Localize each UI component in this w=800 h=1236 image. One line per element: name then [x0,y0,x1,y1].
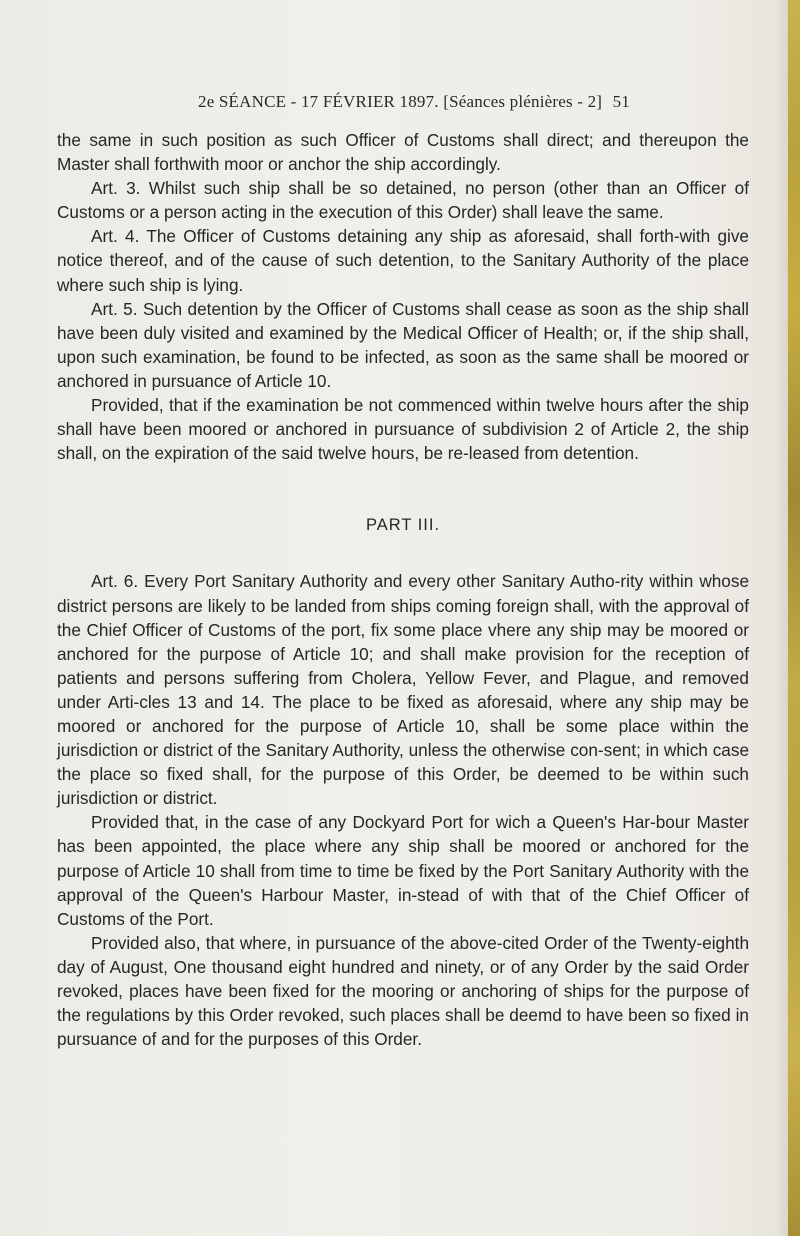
paragraph-art-6: Art. 6. Every Port Sanitary Authority and every other Sanitary Autho-rity within whose district persons are likely to be landed from ships coming foreign shall, with the approval of the Chief Officer of Customs of the port, fix some place vhere any ship may be moored or anchored for the purpose of Article 10; and shall make provision for the reception of patients and persons suffering from Cholera, Yellow Fever, and Plague, and removed under Arti-cles 13 and 14. The place to be fixed as aforesaid, where any ship may be moored or anchored for the purpose of Article 10, shall be some place within the jurisdiction or district of the Sanitary Authority, unless the otherwise con-sent; in which case the place so fixed shall, for the purpose of this Order, be deemed to be within such jurisdiction or district. [57,571,749,809]
running-header [198,92,630,112]
paragraph-proviso-3: Provided also, that where, in pursuance of the above-cited Order of the Twenty-eighth day of August, One thousand eight hundred and ninety, or of any Order by the said Order revoked, places have been fixed for the mooring or anchoring of ships for the purpose of the regulations by this Order revoked, such places shall be deemd to have been so fixed in pursuance of and for the purposes of this Order. [57,932,749,1050]
part-heading: PART III. [365,516,441,535]
page-number: 51 [612,92,631,111]
body-text [57,128,749,1051]
paragraph-proviso-1: Provided, that if the examination be not commenced within twelve hours after the ship shall have been moored or anchored in pursuance of subdivision 2 of Article 2, the ship shall, on the expiration of the said twelve hours, be re-leased from detention. [57,395,749,464]
book-edge-strip [788,0,800,1236]
paragraph-proviso-2: Provided that, in the case of any Dockyard Port for wich a Queen's Har-bour Master has been appointed, the place where any ship shall be moored or anchored for the purpose of Article 10 shall from time to time be fixed by the Port Sanitary Authority with the approval of the Queen's Harbour Master, in-stead of with that of the Chief Officer of Customs of the Port. [57,812,749,929]
page-edge-shadow [776,0,788,1236]
running-head-text: 2e SÉANCE - 17 FÉVRIER 1897. [Séances plénières - 2] [198,92,603,111]
paragraph-art-4: Art. 4. The Officer of Customs detaining any ship as aforesaid, shall forth-with give notice thereof, and of the cause of such detention, to the Sanitary Authority of the place where such ship is lying. [57,226,749,295]
paragraph-art-5: Art. 5. Such detention by the Officer of Customs shall cease as soon as the ship shall have been duly visited and examined by the Medical Officer of Health; or, if the ship shall, upon such examination, be found to be infected, as soon as the same shall be moored or anchored in pursuance of Article 10. [57,298,749,391]
paragraph-1: the same in such position as such Officer of Customs shall direct; and thereupon the Master shall forthwith moor or anchor the ship accordingly. [57,130,749,175]
paragraph-art-3: Art. 3. Whilst such ship shall be so detained, no person (other than an Officer of Customs or a person acting in the execution of this Order) shall leave the same. [57,178,749,223]
